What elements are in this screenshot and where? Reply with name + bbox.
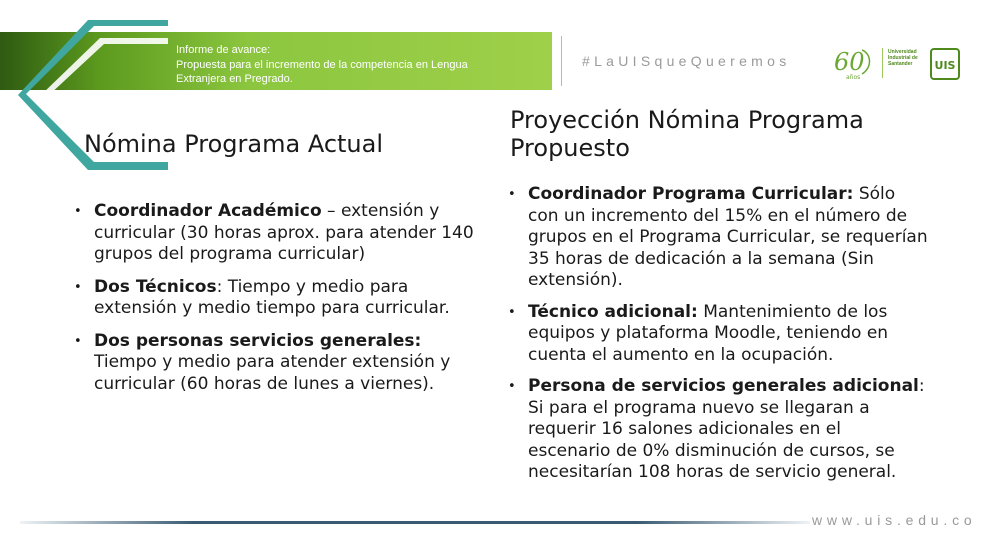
item-text: Mantenimiento de los equipos y plataforma Moodle, teniendo en cuenta el aumento en la ocupación. (528, 301, 889, 365)
footer-rule (20, 521, 810, 524)
logo-separator (882, 48, 883, 78)
bullet-icon: • (508, 304, 516, 320)
item-heading: Persona de servicios generales adicional (528, 376, 919, 396)
header-divider (561, 36, 562, 86)
list-item (508, 302, 928, 367)
proposed-payroll-list (508, 184, 928, 494)
item-heading: Coordinador Programa Curricular: (528, 184, 854, 204)
item-heading: Coordinador Académico (94, 201, 322, 221)
item-text: – extensión y curricular (30 horas aprox. para atender 140 grupos del programa curricular) (94, 201, 474, 264)
report-subtitle-line2: Propuesta para el incremento de la competencia en Lengua (176, 58, 468, 71)
proposed-payroll-title: Proyección Nómina Programa Propuesto (510, 106, 864, 162)
list-item (74, 331, 484, 396)
item-heading: Dos personas servicios generales: (94, 330, 422, 351)
item-heading: Técnico adicional: (528, 301, 698, 322)
bullet-icon: • (508, 379, 516, 394)
svg-text:años: años (846, 74, 861, 81)
report-subtitle (176, 43, 516, 87)
report-subtitle-line3: Extranjera en Pregrado. (176, 73, 293, 85)
university-name-line3: Santander (888, 61, 913, 67)
anniversary-logo-icon (832, 46, 874, 82)
university-name-line2: Industrial de (888, 55, 918, 61)
current-payroll-title: Nómina Programa Actual (84, 130, 384, 158)
list-item (74, 201, 484, 266)
bullet-icon: • (508, 187, 516, 202)
item-heading: Dos Técnicos (94, 276, 217, 297)
bullet-icon: • (74, 279, 82, 295)
list-item (508, 184, 928, 292)
svg-text:60: 60 (834, 48, 865, 76)
list-item (508, 376, 928, 484)
item-text: Tiempo y medio para atender extensión y curricular (60 horas de lunes a viernes). (94, 352, 451, 394)
footer-website: www.uis.edu.co (812, 512, 977, 528)
university-name-logo (888, 49, 928, 67)
report-subtitle-line1: Informe de avance: (176, 44, 271, 56)
current-payroll-list (74, 201, 484, 406)
uis-logo-icon (930, 48, 960, 80)
university-name-line1: Universidad (888, 49, 917, 55)
item-text: : Tiempo y medio para extensión y medio tiempo para curricular. (94, 276, 450, 318)
item-text: Sólo con un incremento del 15% en el número de grupos en el Programa Curricular, se requerían 35 horas de dedicación a la semana (Sin extensión). (528, 184, 928, 290)
campaign-hashtag: #LaUISqueQueremos (582, 53, 791, 69)
bullet-icon: • (74, 204, 82, 219)
bullet-icon: • (74, 333, 82, 349)
list-item (74, 277, 484, 320)
svg-text:UIS: UIS (934, 59, 956, 72)
item-text: : Si para el programa nuevo se llegaran a requerir 16 salones adicionales en el escenario de 0% disminución de cursos, se necesitarían 108 horas de servicio general. (528, 376, 925, 482)
